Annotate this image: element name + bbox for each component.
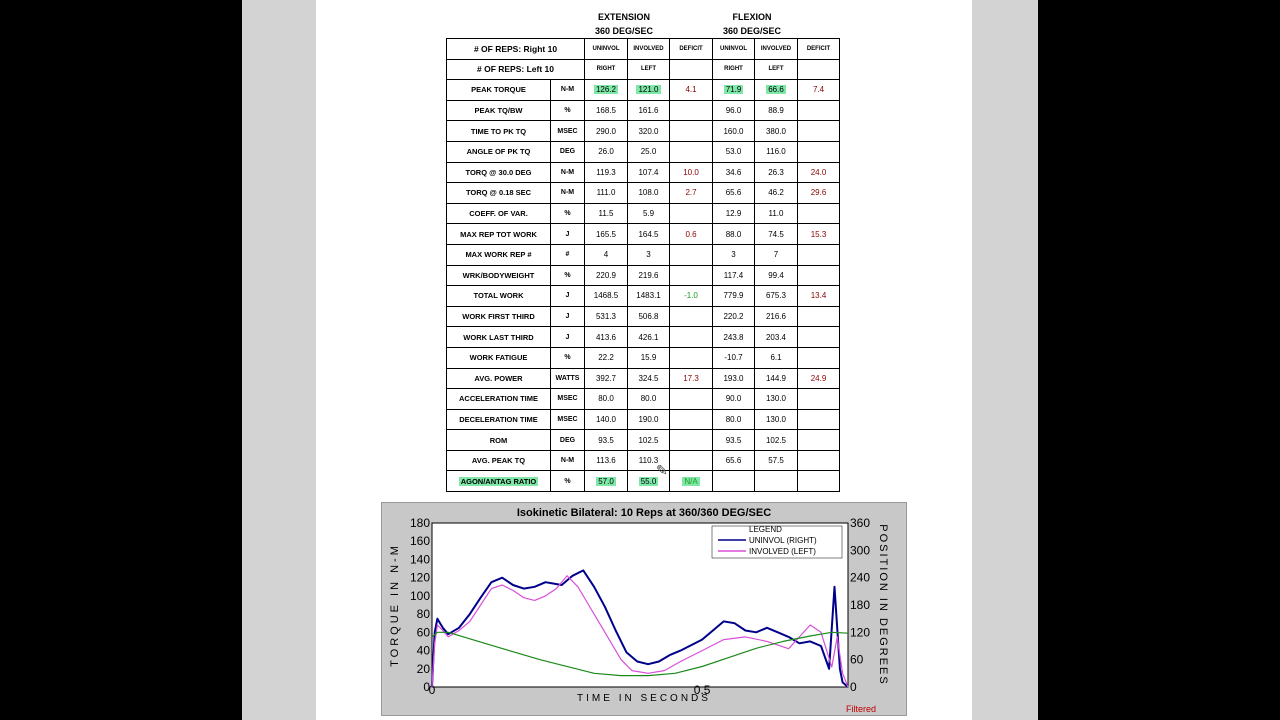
table-row [447,450,840,471]
y2-tick-label: 120 [850,625,871,640]
cell-ext-d [670,450,713,471]
cell-flx-d [798,409,840,430]
y2-tick-label: 0 [850,680,857,694]
cell-flx-r: 53.0 [713,141,755,162]
col-deficit-flx: DEFICIT [798,39,840,60]
cell-flx-r: 220.2 [713,306,755,327]
cell-ext-d [670,265,713,286]
table-row [447,306,840,327]
cell-ext-d [670,471,713,492]
cell-ext-r [585,471,628,492]
chart-title: Isokinetic Bilateral: 10 Reps at 360/360 DEG/SEC [516,507,772,519]
cell-ext-l: 108.0 [628,183,670,204]
cell-flx-d: 29.6 [798,183,840,204]
cell-unit: % [551,265,585,286]
cell-ext-l: 110.3 [628,450,670,471]
cell-ext-l: 102.5 [628,430,670,451]
table-row [447,80,840,101]
table-row [447,100,840,121]
legend-title: LEGEND [749,525,782,534]
col-right-flx: RIGHT [713,59,755,80]
cell-flx-l: 88.9 [755,100,798,121]
right-gray-margin [972,0,1038,720]
table-row [447,162,840,183]
cell-flx-d [798,141,840,162]
cell-unit: MSEC [551,121,585,142]
cell-ext-r: 290.0 [585,121,628,142]
table-row [447,183,840,204]
cell-flx-d [798,100,840,121]
cell-flx-r: 80.0 [713,409,755,430]
cell-ext-r: 4 [585,244,628,265]
cell-label: TOTAL WORK [447,286,551,307]
cell-flx-l: 46.2 [755,183,798,204]
cell-flx-l: 144.9 [755,368,798,389]
highlighted-value: 126.2 [595,85,617,95]
cell-ext-d [670,430,713,451]
cell-ext-d [670,347,713,368]
table-row [447,430,840,451]
cell-ext-l: 324.5 [628,368,670,389]
y-tick-label: 0 [423,680,430,694]
cell-flx-l: 26.3 [755,162,798,183]
flexion-title: FLEXION [732,12,772,22]
cell-ext-d: 17.3 [670,368,713,389]
empty-cell [798,59,840,80]
legend-label-uninvol: UNINVOL (RIGHT) [749,536,817,545]
highlighted-value: N/A [684,476,698,486]
cell-label: TORQ @ 30.0 DEG [447,162,551,183]
cell-label: WORK LAST THIRD [447,327,551,348]
cell-unit: DEG [551,430,585,451]
highlighted-value: 71.9 [725,85,742,95]
cell-flx-d [798,244,840,265]
cell-flx-d: 15.3 [798,224,840,245]
cell-flx-r: 93.5 [713,430,755,451]
table-row [447,121,840,142]
y2-tick-label: 240 [850,570,871,585]
cell-ext-l: 1483.1 [628,286,670,307]
cell-ext-l: 164.5 [628,224,670,245]
cell-ext-d [670,121,713,142]
cell-unit: % [551,100,585,121]
cell-unit: MSEC [551,389,585,410]
cell-flx-l: 216.6 [755,306,798,327]
y2-tick-label: 360 [850,516,871,530]
cell-flx-d: 13.4 [798,286,840,307]
y-axis-ticks [410,516,430,694]
cell-ext-d [670,327,713,348]
empty-cell [670,59,713,80]
table-row [447,286,840,307]
cell-ext-r: 413.6 [585,327,628,348]
flexion-header [692,10,812,38]
y2-tick-label: 180 [850,598,871,612]
table-row [447,368,840,389]
cell-ext-r: 168.5 [585,100,628,121]
cell-flx-r: 12.9 [713,203,755,224]
cell-flx-r: 160.0 [713,121,755,142]
cell-ext-r: 140.0 [585,409,628,430]
table-row [447,224,840,245]
extension-title: EXTENSION [597,12,650,22]
table-row [447,265,840,286]
cell-flx-l: 380.0 [755,121,798,142]
cell-ext-d: 10.0 [670,162,713,183]
y-tick-label: 20 [416,661,430,676]
cell-flx-l: 99.4 [755,265,798,286]
cell-unit: % [551,347,585,368]
table-row [447,203,840,224]
cell-flx-l [755,80,798,101]
cell-flx-l: 74.5 [755,224,798,245]
cell-flx-l: 116.0 [755,141,798,162]
cell-label: COEFF. OF VAR. [447,203,551,224]
cell-flx-l: 6.1 [755,347,798,368]
x-tick-label: 0.5 [693,683,711,697]
cell-ext-d: 4.1 [670,80,713,101]
y-tick-label: 140 [409,552,430,567]
cell-unit: N-M [551,183,585,204]
cell-unit: N-M [551,162,585,183]
cell-ext-d [670,244,713,265]
extension-header [564,10,684,38]
cell-ext-d [670,409,713,430]
cell-label: AVG. PEAK TQ [447,450,551,471]
cell-ext-r: 11.5 [585,203,628,224]
cell-ext-l: 161.6 [628,100,670,121]
flexion-speed: 360 DEG/SEC [722,26,782,36]
y-tick-label: 120 [409,570,430,585]
y2-axis-label: POSITION IN DEGREES [877,524,889,686]
table-row [447,347,840,368]
reps-left-row [447,59,840,80]
cell-ext-r: 111.0 [585,183,628,204]
cell-ext-l: 15.9 [628,347,670,368]
cell-unit: MSEC [551,409,585,430]
cell-flx-r: 117.4 [713,265,755,286]
cell-flx-d [798,471,840,492]
cell-flx-r [713,471,755,492]
y-tick-label: 100 [409,588,430,603]
cell-flx-d [798,203,840,224]
cell-label: DECELERATION TIME [447,409,551,430]
cell-flx-d [798,306,840,327]
col-left-ext: LEFT [628,59,670,80]
cell-flx-r: -10.7 [713,347,755,368]
cell-ext-d: 2.7 [670,183,713,204]
cell-label: AVG. POWER [447,368,551,389]
cell-flx-d [798,327,840,348]
x-axis-label: TIME IN SECONDS [577,693,711,704]
cell-label: WRK/BODYWEIGHT [447,265,551,286]
cell-unit: N-M [551,80,585,101]
cell-label: PEAK TQ/BW [447,100,551,121]
cell-flx-d [798,430,840,451]
table-row [447,409,840,430]
legend-label-involved: INVOLVED (LEFT) [749,547,816,556]
cell-ext-r: 93.5 [585,430,628,451]
cell-unit: # [551,244,585,265]
col-uninvol-flx: UNINVOL [713,39,755,60]
cell-label: PEAK TORQUE [447,80,551,101]
cell-label: ROM [447,430,551,451]
highlighted-value: 57.0 [598,476,614,486]
highlighted-label: AGON/ANTAG RATIO [460,476,537,486]
cell-flx-l: 675.3 [755,286,798,307]
cell-ext-l: 219.6 [628,265,670,286]
cell-label: TORQ @ 0.18 SEC [447,183,551,204]
col-deficit-ext: DEFICIT [670,39,713,60]
cell-ext-r [585,80,628,101]
cell-flx-l: 130.0 [755,389,798,410]
reps-right-label: # OF REPS: Right 10 [447,39,585,60]
cell-ext-l: 426.1 [628,327,670,348]
reps-right-row [447,39,840,60]
cell-ext-l: 107.4 [628,162,670,183]
torque-chart-svg [382,503,906,715]
cell-flx-d [798,450,840,471]
col-uninvol-ext: UNINVOL [585,39,628,60]
cell-ext-l: 506.8 [628,306,670,327]
x-tick-label: 0 [428,683,436,697]
cell-flx-d: 7.4 [798,80,840,101]
table-row [447,471,840,492]
cell-flx-d [798,121,840,142]
extension-speed: 360 DEG/SEC [594,26,654,36]
y-tick-label: 180 [409,516,430,530]
y2-tick-label: 60 [850,652,864,667]
cell-flx-r: 90.0 [713,389,755,410]
cell-ext-r: 1468.5 [585,286,628,307]
torque-chart [381,502,907,716]
cell-unit: % [551,471,585,492]
cell-label: ACCELERATION TIME [447,389,551,410]
cell-label: ANGLE OF PK TQ [447,141,551,162]
cell-unit: J [551,306,585,327]
cell-flx-r: 243.8 [713,327,755,348]
cell-ext-r: 220.9 [585,265,628,286]
cell-label: MAX REP TOT WORK [447,224,551,245]
cell-flx-d [798,389,840,410]
isokinetic-results-table [446,38,840,492]
cell-label: WORK FATIGUE [447,347,551,368]
cell-label: TIME TO PK TQ [447,121,551,142]
cell-unit: J [551,224,585,245]
cell-flx-r: 96.0 [713,100,755,121]
y-tick-label: 60 [416,625,430,640]
cell-unit: N-M [551,450,585,471]
cell-ext-l: 25.0 [628,141,670,162]
cell-ext-l: 3 [628,244,670,265]
reps-left-label: # OF REPS: Left 10 [447,59,585,80]
cell-ext-d [670,141,713,162]
cell-ext-r: 80.0 [585,389,628,410]
cell-flx-d [798,265,840,286]
cell-flx-r: 34.6 [713,162,755,183]
cell-label: MAX WORK REP # [447,244,551,265]
cell-ext-l: 5.9 [628,203,670,224]
legend [712,525,842,558]
cell-flx-l: 11.0 [755,203,798,224]
filtered-label: Filtered [845,704,876,714]
cell-ext-d [670,306,713,327]
table-row [447,327,840,348]
cell-flx-r: 65.6 [713,183,755,204]
table-row [447,389,840,410]
y2-axis-ticks [850,516,870,694]
col-involved-flx: INVOLVED [755,39,798,60]
col-right-ext: RIGHT [585,59,628,80]
cell-ext-d: -1.0 [670,286,713,307]
cell-flx-l: 57.5 [755,450,798,471]
cell-flx-l: 7 [755,244,798,265]
cell-ext-r: 113.6 [585,450,628,471]
highlighted-value: 66.6 [768,85,784,95]
cell-ext-d [670,389,713,410]
cell-ext-r: 392.7 [585,368,628,389]
cell-flx-l [755,471,798,492]
cell-ext-r: 119.3 [585,162,628,183]
cell-flx-r [713,80,755,101]
cell-ext-d [670,100,713,121]
y-axis-label: TORQUE IN N-M [389,543,401,667]
cell-flx-d [798,347,840,368]
cell-unit: % [551,203,585,224]
cell-flx-r: 779.9 [713,286,755,307]
cell-flx-l: 102.5 [755,430,798,451]
cell-unit: WATTS [551,368,585,389]
cell-ext-r: 22.2 [585,347,628,368]
cell-flx-r: 3 [713,244,755,265]
cell-flx-d: 24.0 [798,162,840,183]
cell-ext-l [628,80,670,101]
y-tick-label: 160 [409,534,430,549]
cell-label: WORK FIRST THIRD [447,306,551,327]
col-involved-ext: INVOLVED [628,39,670,60]
cell-unit: J [551,327,585,348]
cell-flx-r: 193.0 [713,368,755,389]
cell-flx-l: 203.4 [755,327,798,348]
cell-flx-r: 65.6 [713,450,755,471]
cell-ext-d: 0.6 [670,224,713,245]
cell-ext-d [670,203,713,224]
cell-ext-r: 165.5 [585,224,628,245]
cell-ext-l: 190.0 [628,409,670,430]
col-left-flx: LEFT [755,59,798,80]
left-gray-margin [242,0,316,720]
cell-ext-r: 26.0 [585,141,628,162]
table-row [447,244,840,265]
cell-flx-r: 88.0 [713,224,755,245]
y-tick-label: 80 [416,607,430,622]
cell-flx-l: 130.0 [755,409,798,430]
cell-label [447,471,551,492]
table-row [447,141,840,162]
cell-flx-d: 24.9 [798,368,840,389]
cell-unit: J [551,286,585,307]
cell-ext-l: 80.0 [628,389,670,410]
highlighted-value: 55.0 [640,476,657,486]
text-cursor-icon: ✎ [656,462,668,478]
y2-tick-label: 300 [850,543,871,558]
cell-unit: DEG [551,141,585,162]
highlighted-value: 121.0 [638,85,659,95]
cell-ext-l: 320.0 [628,121,670,142]
cell-ext-r: 531.3 [585,306,628,327]
y-tick-label: 40 [416,643,430,658]
